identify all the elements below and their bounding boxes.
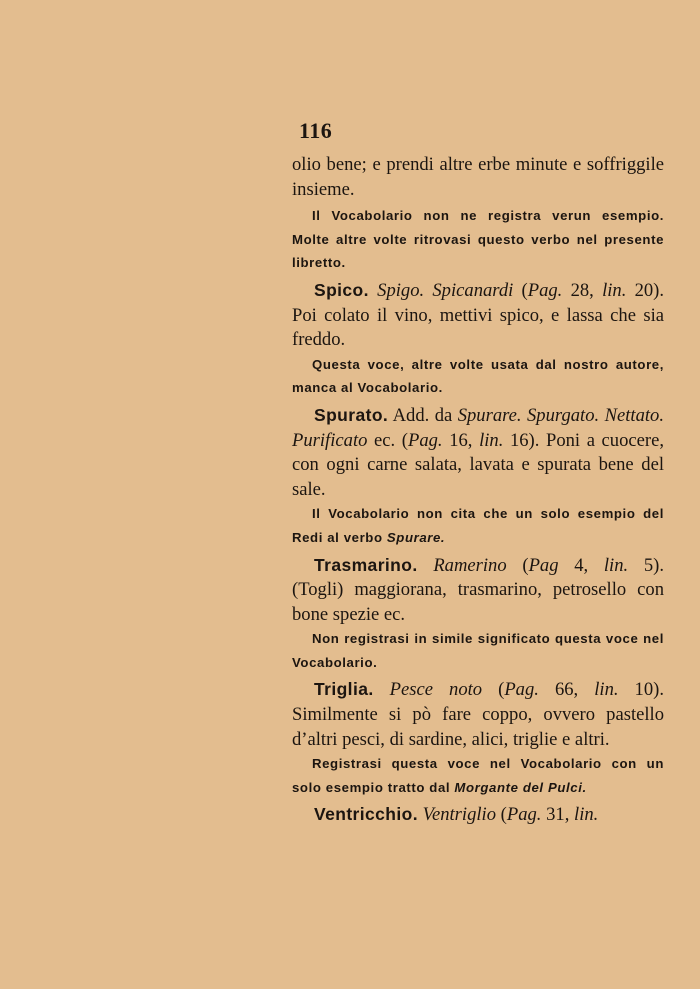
ref-lin-num: 10).	[634, 679, 664, 701]
entry-body: (Togli) maggiorana, trasmarino, petrosello con bone spezie ec.	[292, 579, 664, 625]
ref-lin-num: 20).	[634, 279, 665, 301]
entry-mid: ec.	[374, 429, 396, 451]
headword: Ventricchio.	[314, 804, 418, 825]
headword: Trasmarino.	[314, 554, 418, 575]
entry-body: Poni a cuocere, con ogni carne salata, lavata e spurata bene del sale.	[292, 429, 664, 500]
entry-note: Non registrasi in simile significato questa voce nel Vocabolario.	[292, 631, 664, 670]
ref-pag: Pag.	[506, 804, 542, 826]
ref-pag: Pag.	[407, 429, 443, 451]
variant: Ventriglio	[422, 804, 496, 826]
entry-note	[292, 752, 664, 799]
entry-trasmarino	[292, 553, 664, 675]
ref-lin: lin.	[574, 804, 599, 826]
intro-paragraph: olio bene; e prendi altre erbe minute e soffriggile insieme.	[292, 154, 664, 200]
ref-open: (	[401, 429, 408, 451]
variant: Spurare. Spurgato. Nettato. Purificato	[292, 404, 664, 451]
ref-pag-num: 16,	[449, 429, 473, 451]
headword: Triglia.	[314, 679, 374, 700]
entry-body: Similmente si pò fare coppo, ovvero pastello d’altri pesci, di sardine, alici, triglie e altri.	[292, 704, 664, 750]
entry-note	[292, 502, 664, 549]
entry-text	[292, 553, 664, 628]
ref-pag: Pag.	[504, 679, 539, 701]
ref-open: (	[522, 554, 529, 576]
ref-pag-num: 4,	[574, 554, 589, 576]
entry-text	[292, 802, 664, 828]
note-text: Registrasi questa voce nel Vocabolario con un solo esempio tratto dal	[292, 756, 664, 795]
variant: Ramerino	[433, 554, 507, 576]
headword: Spurato.	[314, 404, 389, 425]
ref-pag-num: 28,	[570, 279, 594, 301]
note-text: Il Vocabolario non cita che un solo esempio del Redi al verbo	[292, 506, 664, 545]
ref-pag-num: 66,	[554, 679, 579, 701]
ref-pag: Pag	[528, 554, 559, 576]
ref-lin: lin.	[602, 279, 627, 301]
ref-pag: Pag.	[527, 279, 563, 301]
entry-text	[292, 677, 664, 752]
variant: Spigo. Spicanardi	[377, 279, 514, 301]
headword: Spico.	[314, 279, 369, 300]
ref-open: (	[521, 279, 528, 301]
ref-pag-num: 31,	[546, 804, 570, 826]
entry-triglia	[292, 677, 664, 799]
entry-body: Poi colato il vino, mettivi spico, e lassa che sia freddo.	[292, 304, 664, 351]
ref-lin-num: 5).	[643, 554, 664, 576]
ref-lin: lin.	[594, 679, 619, 701]
entry-spurato	[292, 403, 664, 550]
entry-note: Questa voce, altre volte usata dal nostro autore, manca al Vocabolario.	[292, 356, 664, 396]
note-italic: Morgante del Pulci.	[454, 779, 587, 795]
text-column	[292, 153, 664, 828]
entry-ventricchio	[292, 802, 664, 828]
note-italic: Spurare.	[386, 529, 446, 545]
entry-pre: Add. da	[392, 404, 453, 426]
entry-text	[292, 278, 664, 353]
ref-lin-num: 16).	[509, 429, 540, 451]
page-number: 116	[299, 118, 333, 143]
ref-lin: lin.	[479, 429, 504, 451]
intro-note: Il Vocabolario non ne registra verun esempio. Molte altre volte ritrovasi questo verbo nel presente libretto.	[292, 208, 664, 271]
ref-lin: lin.	[603, 554, 629, 576]
entry-spico	[292, 278, 664, 400]
entry-text	[292, 403, 664, 502]
ref-open: (	[500, 804, 507, 826]
variant: Pesce noto	[389, 679, 483, 701]
ref-open: (	[498, 679, 505, 701]
